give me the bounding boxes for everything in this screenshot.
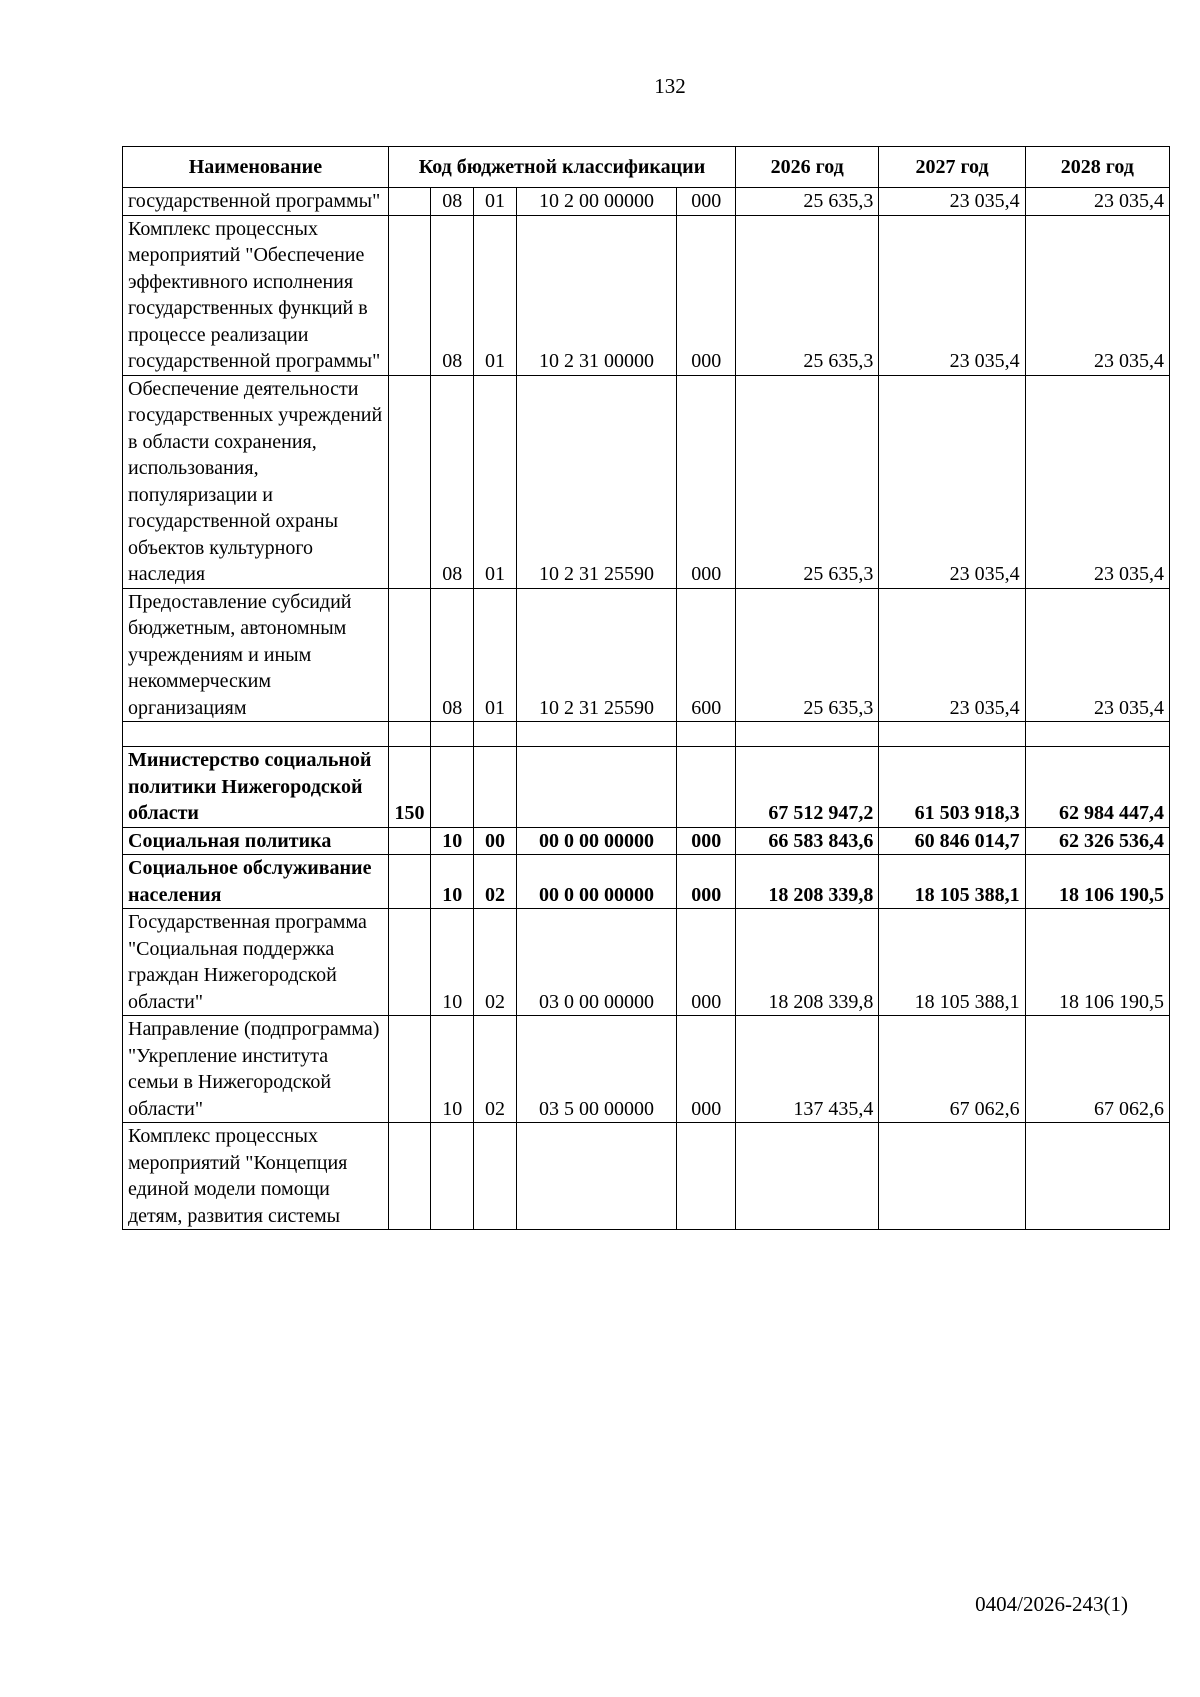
table-row <box>123 747 1170 828</box>
expense-type-cell <box>677 747 736 828</box>
expense-type-cell <box>677 1123 736 1230</box>
section-cell: 10 <box>431 855 474 909</box>
value-2027-cell: 18 105 388,1 <box>879 909 1025 1016</box>
table-row <box>123 1123 1170 1230</box>
empty-cell <box>1025 722 1169 747</box>
subsection-cell: 01 <box>474 215 516 375</box>
target-article-cell: 03 5 00 00000 <box>516 1016 677 1123</box>
table-header <box>123 147 1170 188</box>
empty-cell <box>388 722 430 747</box>
subsection-cell <box>474 747 516 828</box>
value-2026-cell: 25 635,3 <box>736 375 879 588</box>
section-cell <box>431 747 474 828</box>
target-article-cell: 00 0 00 00000 <box>516 855 677 909</box>
expense-type-cell: 000 <box>677 855 736 909</box>
value-2026-cell: 18 208 339,8 <box>736 855 879 909</box>
value-2026-cell: 137 435,4 <box>736 1016 879 1123</box>
empty-cell <box>474 722 516 747</box>
empty-cell <box>516 722 677 747</box>
table-row <box>123 188 1170 216</box>
value-2026-cell: 25 635,3 <box>736 215 879 375</box>
ved-cell <box>388 1123 430 1230</box>
value-2026-cell <box>736 1123 879 1230</box>
section-cell: 08 <box>431 375 474 588</box>
spacer-row <box>123 722 1170 747</box>
section-cell: 08 <box>431 188 474 216</box>
empty-cell <box>123 722 389 747</box>
subsection-cell: 02 <box>474 855 516 909</box>
target-article-cell: 10 2 31 25590 <box>516 588 677 722</box>
table-row <box>123 855 1170 909</box>
ved-cell <box>388 827 430 855</box>
table-row <box>123 215 1170 375</box>
value-2026-cell: 67 512 947,2 <box>736 747 879 828</box>
expense-type-cell: 000 <box>677 215 736 375</box>
section-cell: 10 <box>431 827 474 855</box>
empty-cell <box>677 722 736 747</box>
value-2027-cell: 23 035,4 <box>879 215 1025 375</box>
value-2027-cell: 67 062,6 <box>879 1016 1025 1123</box>
value-2028-cell: 18 106 190,5 <box>1025 855 1169 909</box>
name-cell: Комплекс процессных мероприятий "Концепция единой модели помощи детям, развития системы <box>123 1123 389 1230</box>
value-2026-cell: 18 208 339,8 <box>736 909 879 1016</box>
value-2027-cell: 18 105 388,1 <box>879 855 1025 909</box>
value-2028-cell: 23 035,4 <box>1025 588 1169 722</box>
value-2028-cell: 62 984 447,4 <box>1025 747 1169 828</box>
target-article-cell <box>516 1123 677 1230</box>
expense-type-cell: 000 <box>677 188 736 216</box>
name-cell: Предоставление субсидий бюджетным, автономным учреждениям и иным некоммерческим организациям <box>123 588 389 722</box>
target-article-cell: 10 2 31 25590 <box>516 375 677 588</box>
value-2027-cell <box>879 1123 1025 1230</box>
expense-type-cell: 600 <box>677 588 736 722</box>
section-cell: 10 <box>431 1016 474 1123</box>
value-2028-cell: 67 062,6 <box>1025 1016 1169 1123</box>
header-2028: 2028 год <box>1025 147 1169 188</box>
table-row <box>123 827 1170 855</box>
value-2028-cell: 62 326 536,4 <box>1025 827 1169 855</box>
table-row <box>123 375 1170 588</box>
section-cell: 08 <box>431 588 474 722</box>
ved-cell <box>388 855 430 909</box>
ved-cell <box>388 375 430 588</box>
value-2028-cell: 23 035,4 <box>1025 188 1169 216</box>
value-2026-cell: 66 583 843,6 <box>736 827 879 855</box>
name-cell: Государственная программа "Социальная поддержка граждан Нижегородской области" <box>123 909 389 1016</box>
value-2027-cell: 23 035,4 <box>879 588 1025 722</box>
budget-table <box>122 146 1170 1230</box>
value-2027-cell: 60 846 014,7 <box>879 827 1025 855</box>
empty-cell <box>879 722 1025 747</box>
expense-type-cell: 000 <box>677 1016 736 1123</box>
empty-cell <box>431 722 474 747</box>
subsection-cell: 01 <box>474 375 516 588</box>
expense-type-cell: 000 <box>677 375 736 588</box>
empty-cell <box>736 722 879 747</box>
value-2028-cell: 23 035,4 <box>1025 215 1169 375</box>
target-article-cell: 00 0 00 00000 <box>516 827 677 855</box>
name-cell: Министерство социальной политики Нижегородской области <box>123 747 389 828</box>
value-2027-cell: 61 503 918,3 <box>879 747 1025 828</box>
subsection-cell <box>474 1123 516 1230</box>
value-2028-cell: 23 035,4 <box>1025 375 1169 588</box>
value-2028-cell: 18 106 190,5 <box>1025 909 1169 1016</box>
ved-cell: 150 <box>388 747 430 828</box>
ved-cell <box>388 1016 430 1123</box>
value-2026-cell: 25 635,3 <box>736 588 879 722</box>
expense-type-cell: 000 <box>677 827 736 855</box>
subsection-cell: 02 <box>474 909 516 1016</box>
ved-cell <box>388 215 430 375</box>
section-cell: 08 <box>431 215 474 375</box>
header-code: Код бюджетной классификации <box>388 147 735 188</box>
header-2026: 2026 год <box>736 147 879 188</box>
subsection-cell: 01 <box>474 588 516 722</box>
expense-type-cell: 000 <box>677 909 736 1016</box>
header-2027: 2027 год <box>879 147 1025 188</box>
subsection-cell: 00 <box>474 827 516 855</box>
section-cell <box>431 1123 474 1230</box>
table-row <box>123 1016 1170 1123</box>
section-cell: 10 <box>431 909 474 1016</box>
target-article-cell: 10 2 00 00000 <box>516 188 677 216</box>
target-article-cell: 10 2 31 00000 <box>516 215 677 375</box>
page-number: 132 <box>654 74 686 98</box>
ved-cell <box>388 909 430 1016</box>
name-cell: Обеспечение деятельности государственных учреждений в области сохранения, использования, популяризации и государственной охраны объектов культурного наследия <box>123 375 389 588</box>
ved-cell <box>388 188 430 216</box>
name-cell: государственной программы" <box>123 188 389 216</box>
name-cell: Комплекс процессных мероприятий "Обеспечение эффективного исполнения государственных функций в процессе реализации государственной программы" <box>123 215 389 375</box>
value-2027-cell: 23 035,4 <box>879 375 1025 588</box>
name-cell: Социальная политика <box>123 827 389 855</box>
document-id: 0404/2026-243(1) <box>975 1592 1128 1616</box>
value-2026-cell: 25 635,3 <box>736 188 879 216</box>
table-body <box>123 188 1170 1230</box>
subsection-cell: 02 <box>474 1016 516 1123</box>
target-article-cell <box>516 747 677 828</box>
ved-cell <box>388 588 430 722</box>
name-cell: Направление (подпрограмма) "Укрепление института семьи в Нижегородской области" <box>123 1016 389 1123</box>
table-row <box>123 909 1170 1016</box>
value-2028-cell <box>1025 1123 1169 1230</box>
value-2027-cell: 23 035,4 <box>879 188 1025 216</box>
name-cell: Социальное обслуживание населения <box>123 855 389 909</box>
header-name: Наименование <box>123 147 389 188</box>
table-row <box>123 588 1170 722</box>
target-article-cell: 03 0 00 00000 <box>516 909 677 1016</box>
subsection-cell: 01 <box>474 188 516 216</box>
